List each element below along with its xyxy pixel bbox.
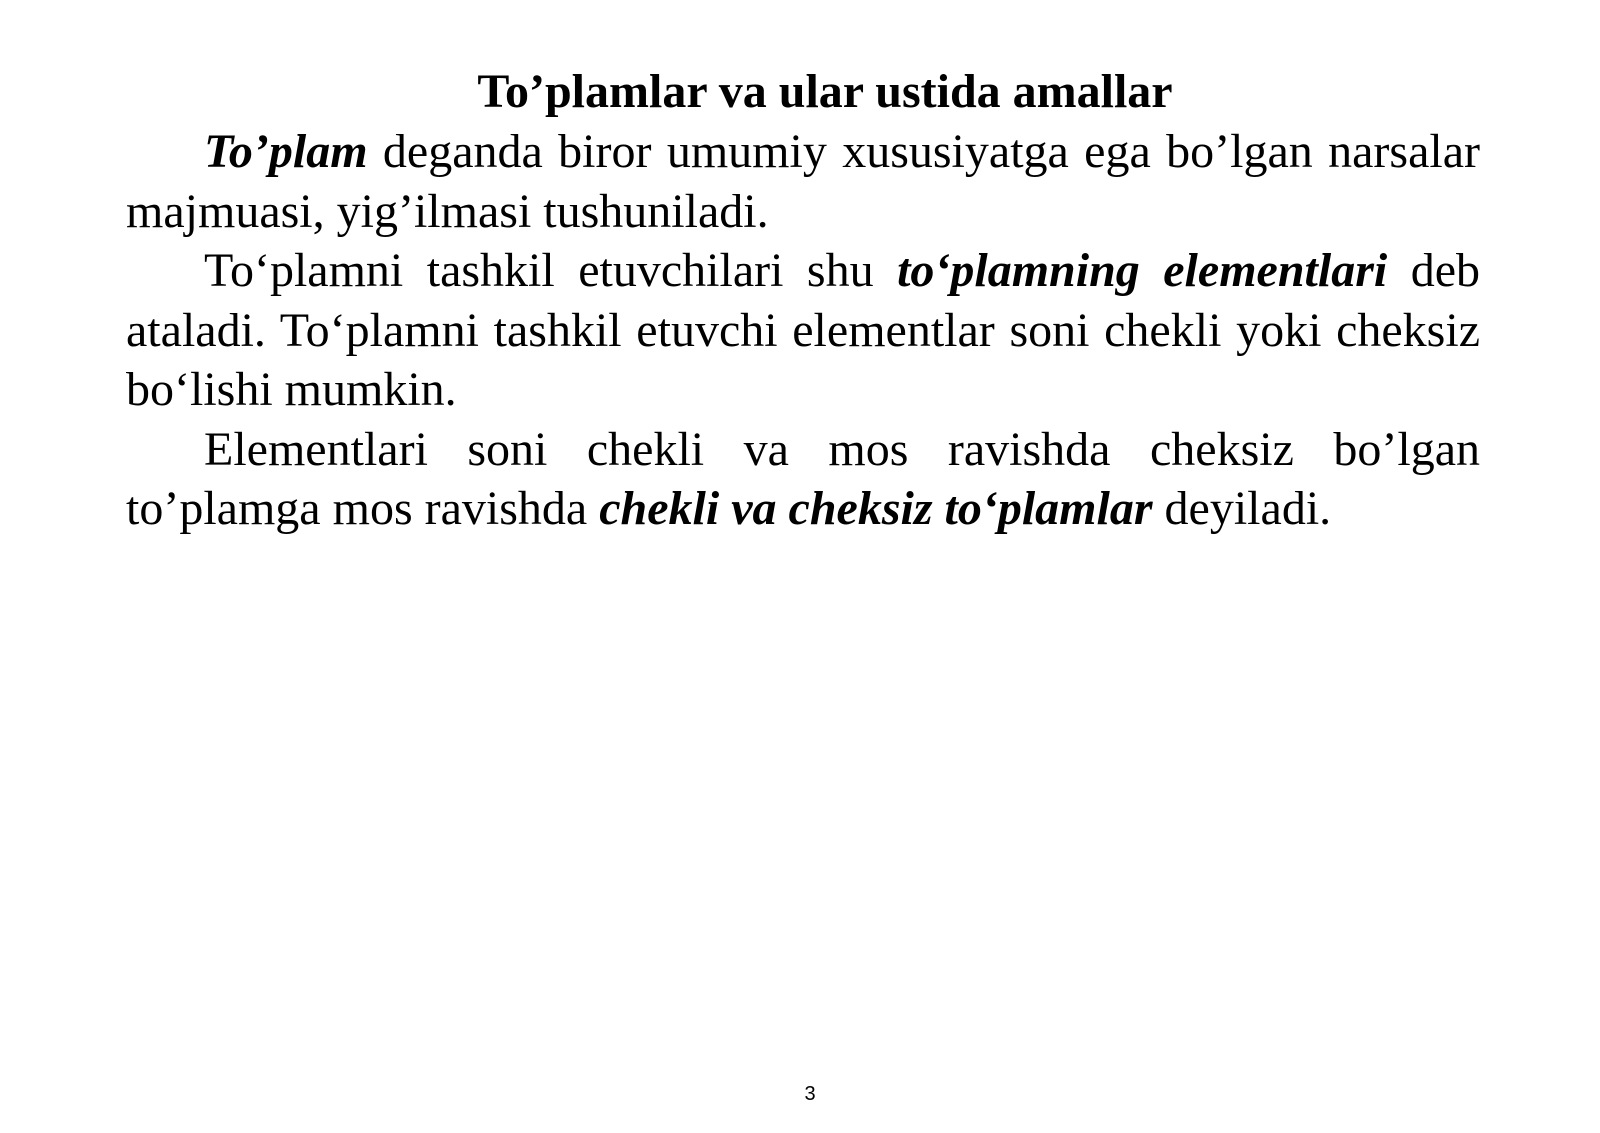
- paragraph-text: deyiladi.: [1152, 482, 1332, 535]
- term-elements: to‘plamning elementlari: [897, 244, 1388, 297]
- paragraph-elements: [126, 241, 1480, 420]
- paragraph-text: deb ataladi. To‘plamni tashkil etuvchi elementlar soni chekli yoki cheksiz bo‘lishi mumkin.: [126, 244, 1480, 416]
- page-number: 3: [804, 1083, 816, 1105]
- term-toplam: To’plam: [204, 125, 368, 178]
- term-finite-infinite-sets: chekli va cheksiz to‘plamlar: [599, 482, 1153, 535]
- paragraph-text: deganda biror umumiy xususiyatga ega bo’lgan narsalar majmuasi, yig’ilmasi tushuniladi.: [126, 125, 1480, 238]
- page-content: [126, 62, 1480, 539]
- paragraph-finite-infinite: [126, 420, 1480, 539]
- paragraph-text: Elementlari soni chekli va mos ravishda cheksiz bo’lgan to’plamga mos ravishda: [126, 422, 1480, 535]
- paragraph-text: To‘plamni tashkil etuvchilari shu: [204, 244, 898, 297]
- paragraph-definition: [126, 122, 1480, 241]
- page-title: To’plamlar va ular ustida amallar: [477, 65, 1173, 118]
